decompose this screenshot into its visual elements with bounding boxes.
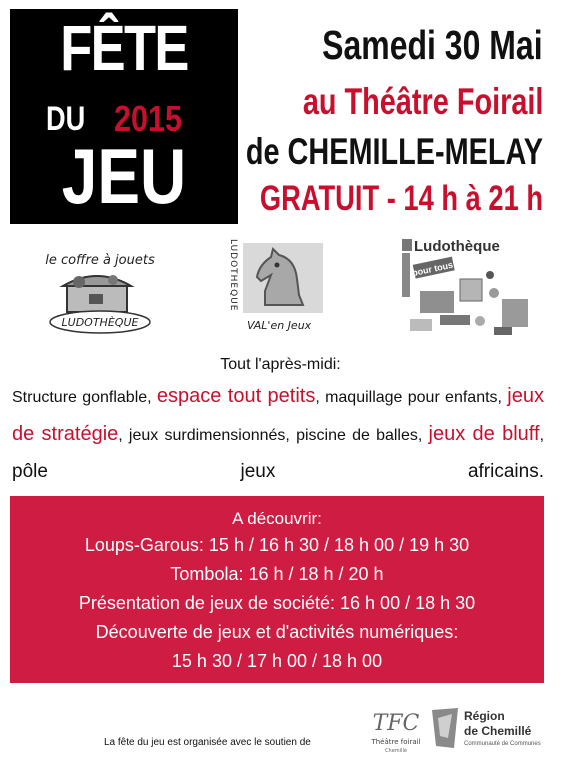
event-date: Samedi 30 Mai — [322, 22, 543, 68]
theatre-foirail-logo — [371, 700, 421, 756]
board-games-icon — [410, 271, 528, 335]
activity-text: , jeux surdimensionnés, piscine de balles, — [118, 427, 423, 444]
event-venue: au Théâtre Foirail — [302, 81, 543, 122]
activity-text: , maquillage pour enfants, — [315, 389, 502, 406]
activities-intro: Tout l'après-midi: — [220, 356, 341, 373]
schedule-line: Tombola: 16 h / 18 h / 20 h — [170, 564, 384, 584]
schedule-line: Présentation de jeux de société: 16 h 00 / 18 h 30 — [78, 593, 476, 613]
title-year: 2015 — [114, 98, 183, 139]
activity-highlight: espace tout petits — [156, 385, 316, 407]
tfc-name: Théâtre foirail — [371, 738, 421, 746]
event-title-block — [10, 9, 238, 224]
activity-highlight: jeux de bluff — [428, 423, 540, 445]
schedule-box — [10, 496, 544, 683]
region-line1: Région — [464, 709, 505, 723]
val-en-jeux-logo — [225, 235, 345, 335]
val-logo-vertical-text: LUDOTHEQUE — [228, 239, 238, 312]
ludotheque-pour-tous-logo — [390, 235, 538, 341]
schedule-line: Découverte de jeux et d'activités numériques: — [95, 622, 459, 642]
region-chemille-logo — [428, 704, 548, 754]
schedule-title: A découvrir: — [232, 509, 322, 528]
coffre-logo-text: le coffre à jouets — [45, 253, 155, 268]
event-free-hours: GRATUIT - 14 h à 21 h — [259, 179, 543, 218]
title-du: DU — [46, 100, 86, 138]
activity-text: , — [539, 427, 545, 444]
val-logo-name: VAL'en Jeux — [247, 319, 312, 332]
activity-text: pôle jeux africains. — [12, 461, 544, 482]
ludo-logo-title: Ludothèque — [414, 238, 500, 255]
title-fete: FÊTE — [60, 12, 188, 84]
tfc-letters: TFC — [372, 711, 420, 736]
activities-list — [12, 378, 544, 491]
ludo-logo-badge: pour tous! — [411, 259, 457, 279]
activity-text: Structure gonflable, — [12, 389, 152, 406]
title-jeu: JEU — [61, 132, 187, 220]
activity-highlight: jeux de stratégie — [12, 385, 544, 445]
support-text: La fête du jeu est organisée avec le soutien de — [104, 737, 311, 748]
coffre-a-jouets-logo — [27, 240, 173, 336]
schedule-line: Loups-Garous: 15 h / 16 h 30 / 18 h 00 / 19 h 30 — [84, 535, 470, 555]
toy-chest-icon — [63, 275, 131, 312]
region-emblem-icon — [432, 708, 458, 748]
region-line2: de Chemillé — [464, 724, 532, 738]
region-line3: Communauté de Communes — [464, 741, 541, 747]
event-town: de CHEMILLE-MELAY — [245, 131, 543, 172]
tfc-city: Chemillé — [385, 748, 407, 754]
schedule-line: 15 h 30 / 17 h 00 / 18 h 00 — [171, 651, 383, 671]
coffre-logo-subtitle: LUDOTHÈQUE — [61, 316, 139, 329]
